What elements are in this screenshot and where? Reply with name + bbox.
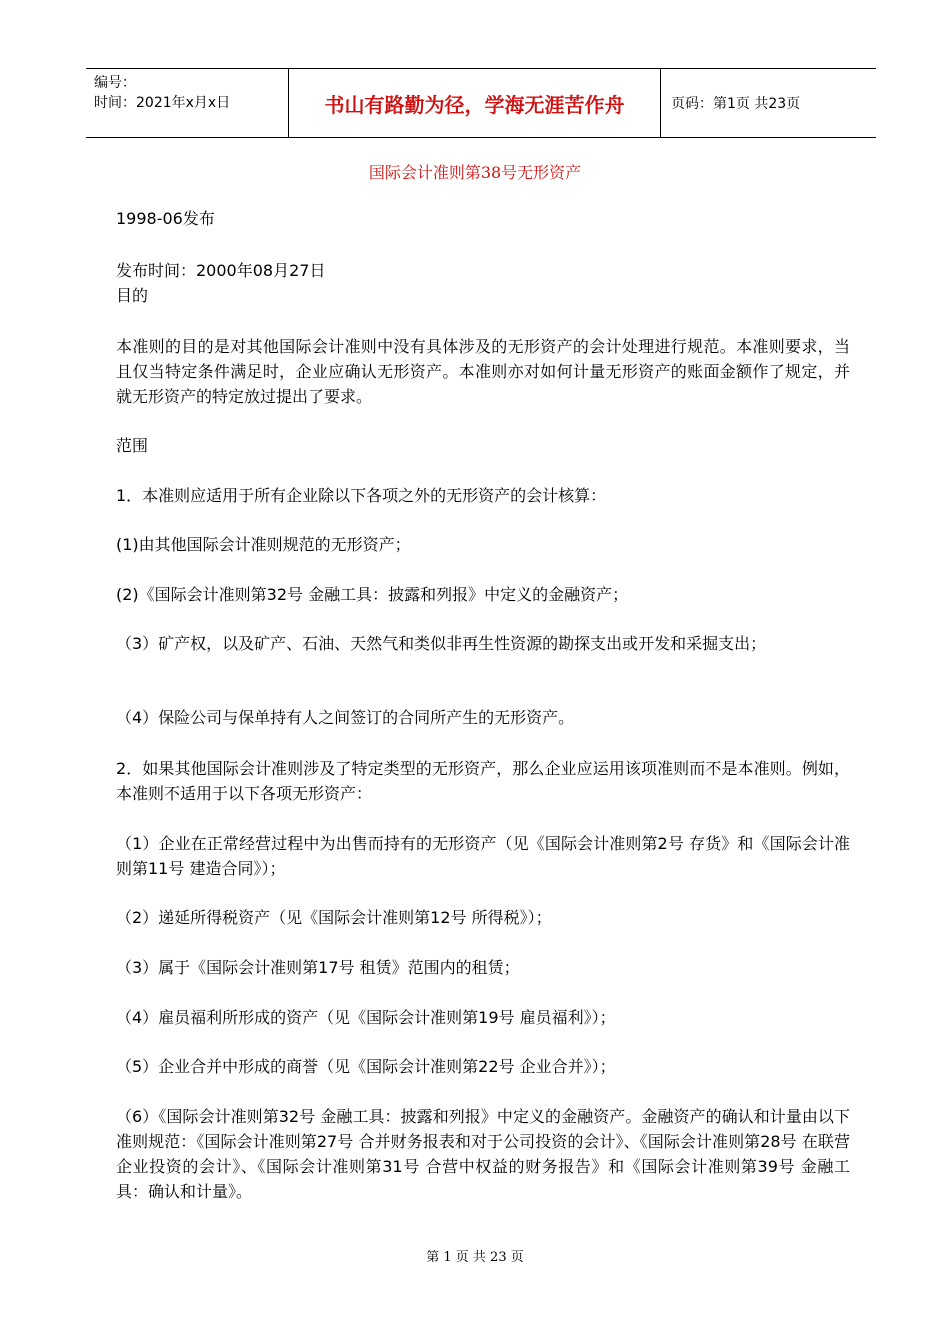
clause-2-item-3: （3）属于《国际会计准则第17号 租赁》范围内的租赁； <box>116 958 520 977</box>
document-time-label: 时间：2021年x月x日 <box>94 95 231 111</box>
publish-date: 发布时间：2000年08月27日 <box>116 261 326 280</box>
section-heading-purpose: 目的 <box>116 286 149 305</box>
header-meta-cell <box>86 69 288 137</box>
clause-2-item-2: （2）递延所得税资产（见《国际会计准则第12号 所得税》）； <box>116 908 552 927</box>
clause-1-item-2: (2)《国际会计准则第32号 金融工具：披露和列报》中定义的金融资产； <box>116 585 629 604</box>
clause-2-item-6: （6）《国际会计准则第32号 金融工具：披露和列报》中定义的金融资产。金融资产的确认和计量由以下准则规范：《国际会计准则第27号 合并财务报表和对于公司投资的会计》、《国际会计准则第28号 在联营企业投资的会计》、《国际会计准则第31号 合营中权益的财务报告》和《国际会计准则第39号 金融工具：确认和计量》。 <box>116 1107 850 1201</box>
document-title: 国际会计准则第38号无形资产 <box>368 163 582 182</box>
page-footer: 第 1 页 共 23 页 <box>426 1250 524 1265</box>
clause-1-item-4: （4）保险公司与保单持有人之间签订的合同所产生的无形资产。 <box>116 708 575 727</box>
clause-2-item-5: （5）企业合并中形成的商誉（见《国际会计准则第22号 企业合并》）； <box>116 1057 616 1076</box>
clause-2: 2．如果其他国际会计准则涉及了特定类型的无形资产，那么企业应运用该项准则而不是本准则。例如，本准则不适用于以下各项无形资产： <box>116 759 850 803</box>
header-motto: 书山有路勤为径，学海无涯苦作舟 <box>288 69 661 137</box>
clause-1-item-3: （3）矿产权，以及矿产、石油、天然气和类似非再生性资源的勘探支出或开发和采掘支出； <box>116 634 767 653</box>
clause-2-item-1: （1）企业在正常经营过程中为出售而持有的无形资产（见《国际会计准则第2号 存货》和《国际会计准则第11号 建造合同》）； <box>116 834 850 878</box>
document-number-label: 编号： <box>94 75 136 91</box>
purpose-paragraph: 本准则的目的是对其他国际会计准则中没有具体涉及的无形资产的会计处理进行规范。本准则要求，当且仅当特定条件满足时，企业应确认无形资产。本准则亦对如何计量无形资产的账面金额作了规定，并就无形资产的特定放过提出了要求。 <box>116 337 850 406</box>
clause-2-item-4: （4）雇员福利所形成的资产（见《国际会计准则第19号 雇员福利》）； <box>116 1008 616 1027</box>
clause-1: 1．本准则应适用于所有企业除以下各项之外的无形资产的会计核算： <box>116 486 607 505</box>
section-heading-scope: 范围 <box>116 436 149 455</box>
clause-1-item-1: (1)由其他国际会计准则规范的无形资产； <box>116 535 411 554</box>
header-page-number: 页码：第1页 共23页 <box>671 96 801 112</box>
publish-note: 1998-06发布 <box>116 209 215 228</box>
page-header <box>86 68 876 138</box>
